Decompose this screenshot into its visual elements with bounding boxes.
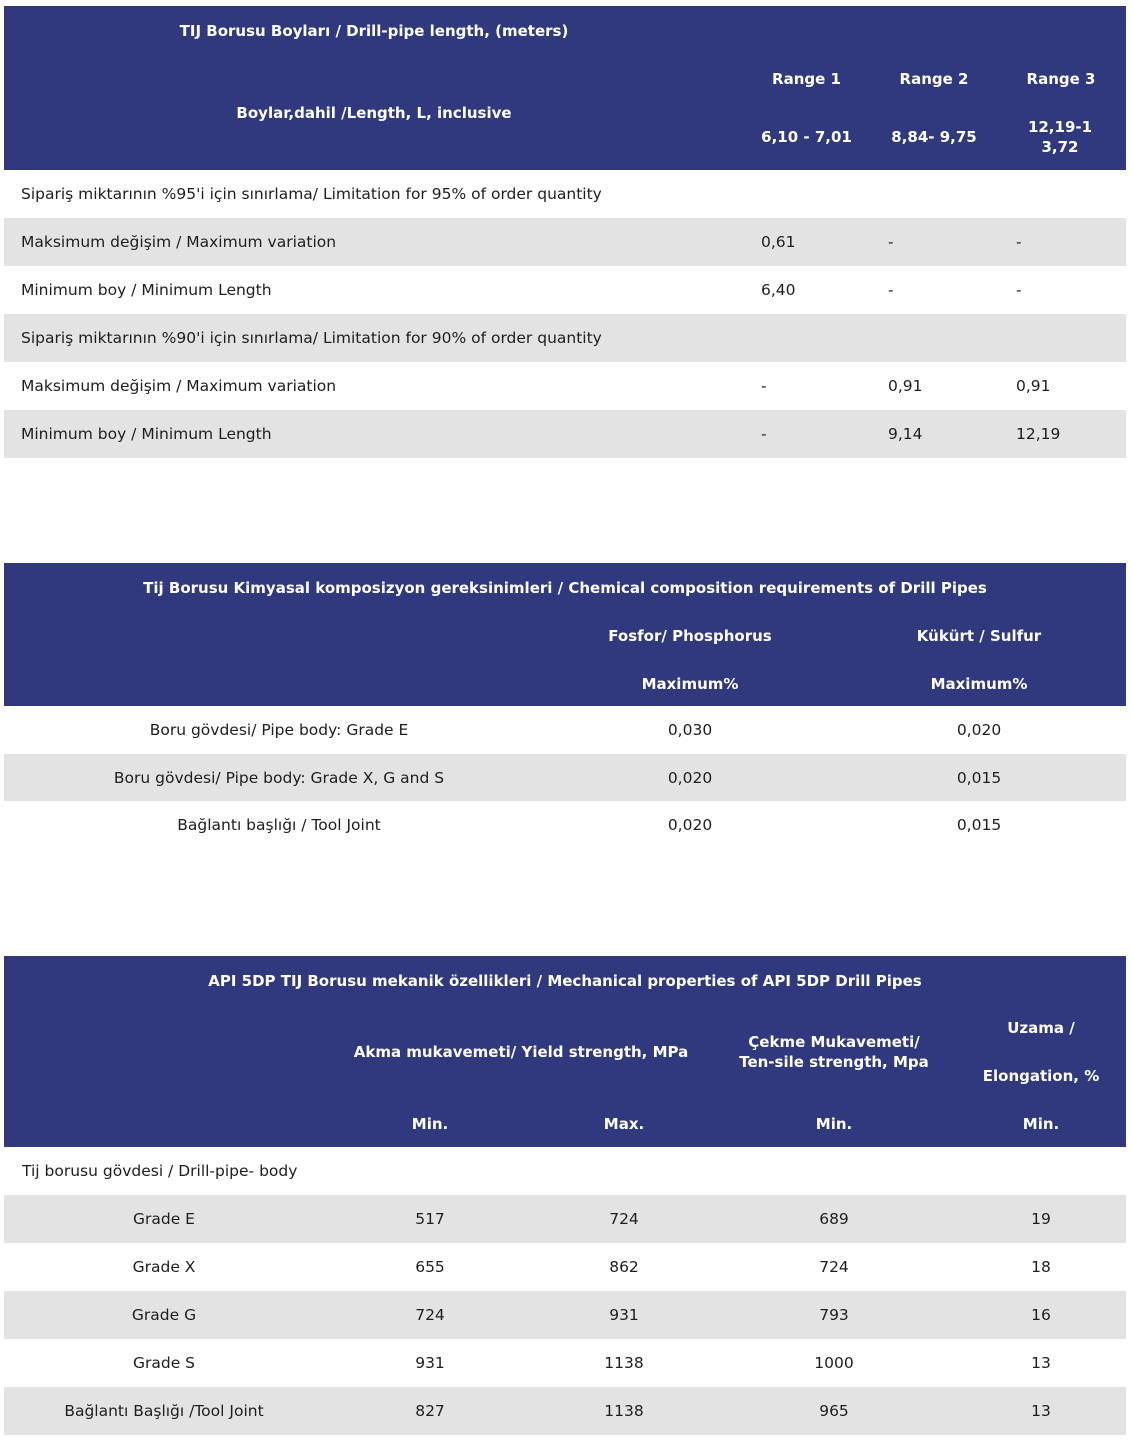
elongation-header-1: Uzama / xyxy=(1007,1019,1075,1037)
table-row xyxy=(4,218,1126,266)
sulfur-cell: 0,020 xyxy=(956,721,1002,739)
row-label: Bağlantı Başlığı /Tool Joint xyxy=(64,1402,264,1420)
sulfur-cell: 0,015 xyxy=(956,769,1002,787)
table-row xyxy=(4,314,1126,362)
range-2-value: 8,84- 9,75 xyxy=(891,128,977,146)
table-row xyxy=(4,1291,1126,1339)
table-row xyxy=(4,1339,1126,1387)
table-title: Tij Borusu Kimyasal komposizyon gereksinimleri / Chemical composition requirements of Drill Pipes xyxy=(143,579,987,597)
phosphorus-cell: 0,030 xyxy=(667,721,713,739)
tensile-min-cell: 793 xyxy=(819,1306,849,1324)
tensile-min-cell: 965 xyxy=(819,1402,849,1420)
phosphorus-cell: 0,020 xyxy=(667,769,713,787)
range-3-header: Range 3 xyxy=(1026,70,1096,88)
sulfur-header: Kükürt / Sulfur xyxy=(916,627,1042,645)
table-row xyxy=(4,706,1126,754)
tensile-min-cell: 724 xyxy=(819,1258,849,1276)
elongation-min-cell: 16 xyxy=(1031,1306,1051,1324)
elongation-min-cell: 18 xyxy=(1031,1258,1051,1276)
yield-min-cell: 517 xyxy=(415,1210,445,1228)
row-label: Boru gövdesi/ Pipe body: Grade X, G and S xyxy=(113,769,445,787)
phosphorus-header: Fosfor/ Phosphorus xyxy=(608,627,772,645)
tensile-min-subheader: Min. xyxy=(815,1115,853,1133)
table-title: TIJ Borusu Boyları / Drill-pipe length, (meters) xyxy=(179,22,569,40)
range-1-value: 6,10 - 7,01 xyxy=(761,128,852,146)
table-header xyxy=(4,563,1126,706)
table-row xyxy=(4,801,1126,849)
length-label: Boylar,dahil /Length, L, inclusive xyxy=(236,104,512,122)
tensile-min-cell: 689 xyxy=(819,1210,849,1228)
yield-min-cell: 931 xyxy=(415,1354,445,1372)
section-label: Tij borusu gövdesi / Drill-pipe- body xyxy=(22,1162,298,1180)
row-label: Boru gövdesi/ Pipe body: Grade E xyxy=(149,721,409,739)
row-label: Grade E xyxy=(133,1210,195,1228)
yield-min-cell: 724 xyxy=(415,1306,445,1324)
range-3-value: 12,19-13,72 xyxy=(1027,118,1093,156)
range-2-cell: - xyxy=(888,281,894,299)
yield-max-cell: 724 xyxy=(609,1210,639,1228)
tensile-strength-header: Çekme Mukavemeti/ Ten-sile strength, Mpa xyxy=(739,1033,929,1071)
table-row xyxy=(4,1243,1126,1291)
row-label: Sipariş miktarının %95'i için sınırlama/ Limitation for 95% of order quantity xyxy=(21,185,602,203)
range-1-cell: - xyxy=(761,377,767,395)
row-label: Maksimum değişim / Maximum variation xyxy=(21,377,337,395)
elongation-min-cell: 13 xyxy=(1031,1402,1051,1420)
tensile-min-cell: 1000 xyxy=(814,1354,854,1372)
row-label: Sipariş miktarının %90'i için sınırlama/ Limitation for 90% of order quantity xyxy=(21,329,602,347)
table-row xyxy=(4,266,1126,314)
table-header xyxy=(4,956,1126,1147)
table-row xyxy=(4,362,1126,410)
table-row xyxy=(4,1387,1126,1435)
sulfur-cell: 0,015 xyxy=(956,816,1002,834)
elongation-min-cell: 13 xyxy=(1031,1354,1051,1372)
phosphorus-cell: 0,020 xyxy=(667,816,713,834)
sulfur-subheader: Maximum% xyxy=(930,675,1028,693)
range-2-cell: 9,14 xyxy=(888,425,923,443)
yield-max-subheader: Max. xyxy=(603,1115,645,1133)
range-1-cell: - xyxy=(761,425,767,443)
range-3-cell: - xyxy=(1016,233,1022,251)
table-title: API 5DP TIJ Borusu mekanik özellikleri / Mechanical properties of API 5DP Drill Pipes xyxy=(208,972,922,990)
yield-max-cell: 862 xyxy=(609,1258,639,1276)
row-label: Grade G xyxy=(131,1306,197,1324)
range-3-cell: - xyxy=(1016,281,1022,299)
drill-pipe-length-table xyxy=(4,6,1126,458)
range-1-header: Range 1 xyxy=(772,70,841,88)
row-label: Minimum boy / Minimum Length xyxy=(21,425,272,443)
range-2-header: Range 2 xyxy=(899,70,969,88)
elongation-min-cell: 19 xyxy=(1031,1210,1051,1228)
table-row xyxy=(4,1147,1126,1195)
row-label: Bağlantı başlığı / Tool Joint xyxy=(177,816,381,834)
row-label: Grade X xyxy=(132,1258,196,1276)
range-3-cell: 0,91 xyxy=(1016,377,1051,395)
table-row xyxy=(4,1195,1126,1243)
range-2-cell: - xyxy=(888,233,894,251)
yield-max-cell: 1138 xyxy=(604,1402,644,1420)
row-label: Maksimum değişim / Maximum variation xyxy=(21,233,337,251)
elongation-header-2: Elongation, % xyxy=(982,1067,1100,1085)
chemical-composition-table xyxy=(4,563,1126,849)
yield-max-cell: 931 xyxy=(609,1306,639,1324)
table-row xyxy=(4,170,1126,218)
row-label: Grade S xyxy=(132,1354,196,1372)
range-3-cell: 12,19 xyxy=(1016,425,1061,443)
table-row xyxy=(4,754,1126,801)
range-1-cell: 0,61 xyxy=(761,233,796,251)
mechanical-properties-table xyxy=(4,956,1126,1435)
yield-strength-header: Akma mukavemeti/ Yield strength, MPa xyxy=(353,1043,689,1061)
row-label: Minimum boy / Minimum Length xyxy=(21,281,272,299)
phosphorus-subheader: Maximum% xyxy=(641,675,739,693)
table-row xyxy=(4,410,1126,458)
range-1-cell: 6,40 xyxy=(761,281,796,299)
yield-min-cell: 655 xyxy=(415,1258,445,1276)
table-header xyxy=(4,6,1126,170)
elongation-min-subheader: Min. xyxy=(1022,1115,1060,1133)
yield-min-cell: 827 xyxy=(415,1402,445,1420)
yield-min-subheader: Min. xyxy=(411,1115,449,1133)
yield-max-cell: 1138 xyxy=(604,1354,644,1372)
range-2-cell: 0,91 xyxy=(888,377,923,395)
